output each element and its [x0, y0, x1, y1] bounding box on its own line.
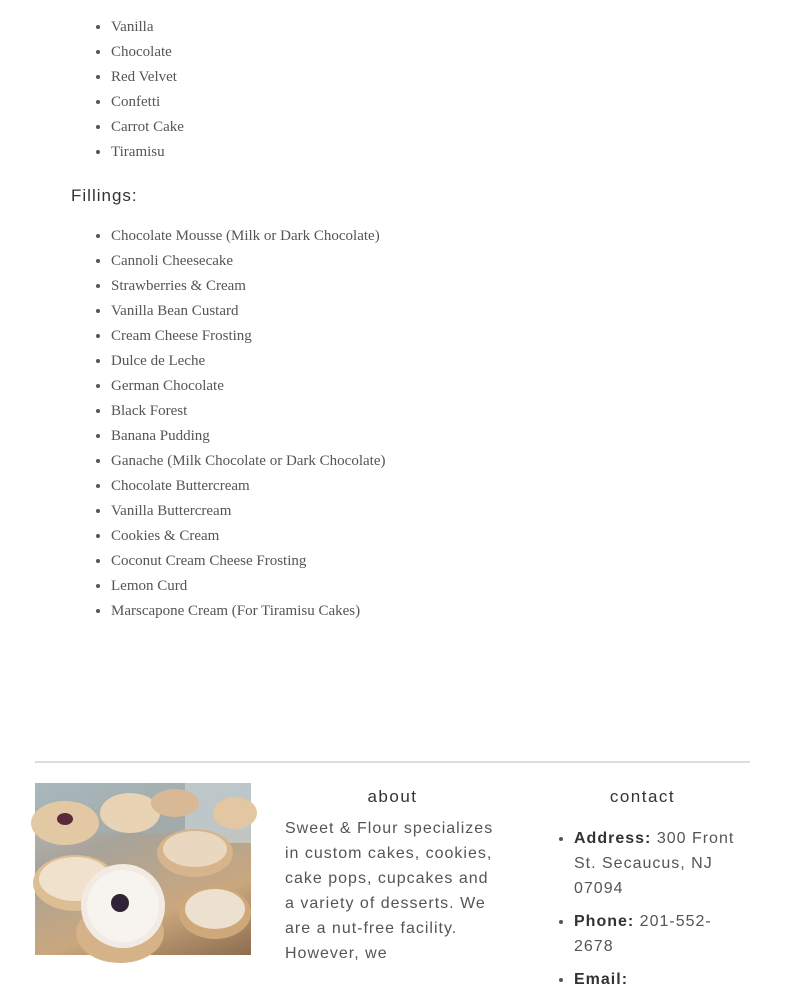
list-item: • Cream Cheese Frosting [111, 324, 385, 349]
footer-cookie-photo [35, 783, 251, 955]
fillings-heading: Fillings: [71, 186, 138, 205]
list-item: • Ganache (Milk Chocolate or Dark Chocolate) [111, 449, 385, 474]
list-item: • Banana Pudding [111, 424, 385, 449]
list-item: • Strawberries & Cream [111, 274, 385, 299]
list-item: • Chocolate Mousse (Milk or Dark Chocolate) [111, 224, 385, 249]
contact-phone [574, 909, 750, 959]
list-item: • Black Forest [111, 399, 385, 424]
phone-label: Phone: [574, 913, 635, 930]
list-item: • Dulce de Leche [111, 349, 385, 374]
address-value[interactable]: 300 Front St. Secaucus, NJ 07094 [574, 830, 735, 897]
list-item: • Coconut Cream Cheese Frosting [111, 549, 385, 574]
contact-email [574, 967, 750, 992]
list-item: • German Chocolate [111, 374, 385, 399]
list-item: • Marscapone Cream (For Tiramisu Cakes) [111, 599, 385, 624]
list-item: • Chocolate [111, 40, 184, 65]
footer-divider [35, 761, 750, 763]
list-item: • Red Velvet [111, 65, 184, 90]
address-label: Address: [574, 830, 652, 847]
contact-list [535, 826, 750, 992]
list-item: • Vanilla Buttercream [111, 499, 385, 524]
list-item: • Vanilla Bean Custard [111, 299, 385, 324]
contact-heading: contact [609, 787, 676, 806]
list-item: • Confetti [111, 90, 184, 115]
contact-address [574, 826, 750, 901]
filling-list [71, 224, 385, 624]
list-item: • Tiramisu [111, 140, 184, 165]
list-item: • Lemon Curd [111, 574, 385, 599]
about-text: Sweet & Flour specializes in custom cakes, cookies, cake pops, cupcakes and a variety of desserts. We are a nut-free facility. However, we [285, 820, 494, 962]
phone-value[interactable]: 201-552-2678 [574, 913, 712, 955]
about-heading: about [367, 787, 418, 806]
footer-about [285, 784, 500, 966]
email-label: Email: [574, 971, 629, 988]
list-item: • Carrot Cake [111, 115, 184, 140]
footer-contact [535, 784, 750, 1000]
flavor-list [71, 15, 184, 165]
list-item: • Chocolate Buttercream [111, 474, 385, 499]
list-item: • Cannoli Cheesecake [111, 249, 385, 274]
list-item: • Vanilla [111, 15, 184, 40]
list-item: • Cookies & Cream [111, 524, 385, 549]
